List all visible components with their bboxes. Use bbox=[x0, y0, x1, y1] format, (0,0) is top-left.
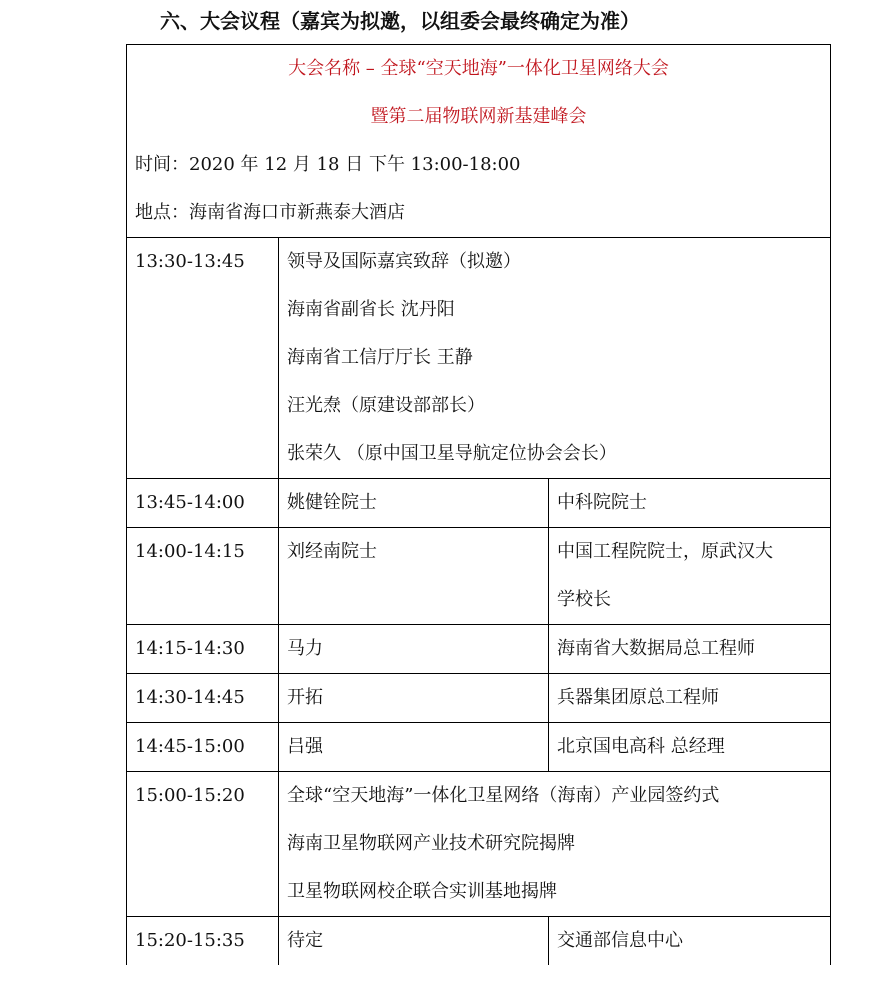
speaker-title: 兵器集团原总工程师 bbox=[549, 674, 831, 723]
session-time: 15:20-15:35 bbox=[127, 917, 279, 966]
session-line: 海南省副省长 沈丹阳 bbox=[287, 299, 455, 320]
session-line: 海南卫星物联网产业技术研究院揭牌 bbox=[287, 833, 575, 854]
session-line: 领导及国际嘉宾致辞（拟邀） bbox=[287, 251, 521, 272]
speaker-name: 姚健铨院士 bbox=[279, 479, 549, 528]
event-time: 时间：2020 年 12 月 18 日 下午 13:00-18:00 bbox=[135, 154, 521, 175]
event-header-row bbox=[127, 45, 831, 238]
table-row bbox=[127, 528, 831, 625]
session-content bbox=[279, 772, 831, 917]
session-time: 15:00-15:20 bbox=[127, 772, 279, 917]
speaker-title: 交通部信息中心 bbox=[549, 917, 831, 966]
event-name-line1: 大会名称 – 全球“空天地海”一体化卫星网络大会 bbox=[288, 58, 669, 79]
session-line: 全球“空天地海”一体化卫星网络（海南）产业园签约式 bbox=[287, 785, 720, 806]
session-content bbox=[279, 238, 831, 479]
speaker-name: 马力 bbox=[279, 625, 549, 674]
table-row bbox=[127, 772, 831, 917]
session-line: 卫星物联网校企联合实训基地揭牌 bbox=[287, 881, 557, 902]
speaker-title: 中科院院士 bbox=[549, 479, 831, 528]
speaker-title: 海南省大数据局总工程师 bbox=[549, 625, 831, 674]
table-row bbox=[127, 917, 831, 966]
speaker-name: 吕强 bbox=[279, 723, 549, 772]
session-line: 海南省工信厅厅长 王静 bbox=[287, 347, 473, 368]
session-time: 13:45-14:00 bbox=[127, 479, 279, 528]
table-row bbox=[127, 238, 831, 479]
event-header-cell bbox=[127, 45, 831, 238]
table-row bbox=[127, 674, 831, 723]
speaker-name: 开拓 bbox=[279, 674, 549, 723]
session-time: 14:45-15:00 bbox=[127, 723, 279, 772]
session-time: 13:30-13:45 bbox=[127, 238, 279, 479]
event-place: 地点：海南省海口市新燕泰大酒店 bbox=[135, 202, 405, 223]
table-row bbox=[127, 723, 831, 772]
speaker-name: 待定 bbox=[279, 917, 549, 966]
section-heading: 六、大会议程（嘉宾为拟邀，以组委会最终确定为准） bbox=[160, 9, 640, 33]
table-row bbox=[127, 625, 831, 674]
speaker-name: 刘经南院士 bbox=[279, 528, 549, 625]
table-row bbox=[127, 479, 831, 528]
agenda-table bbox=[126, 44, 831, 965]
session-line: 张荣久 （原中国卫星导航定位协会会长） bbox=[287, 443, 617, 464]
session-time: 14:15-14:30 bbox=[127, 625, 279, 674]
speaker-title: 中国工程院院士，原武汉大 学校长 bbox=[549, 528, 831, 625]
session-line: 汪光焘（原建设部部长） bbox=[287, 395, 485, 416]
session-time: 14:30-14:45 bbox=[127, 674, 279, 723]
speaker-title: 北京国电高科 总经理 bbox=[549, 723, 831, 772]
event-name-line2: 暨第二届物联网新基建峰会 bbox=[370, 106, 587, 127]
session-time: 14:00-14:15 bbox=[127, 528, 279, 625]
